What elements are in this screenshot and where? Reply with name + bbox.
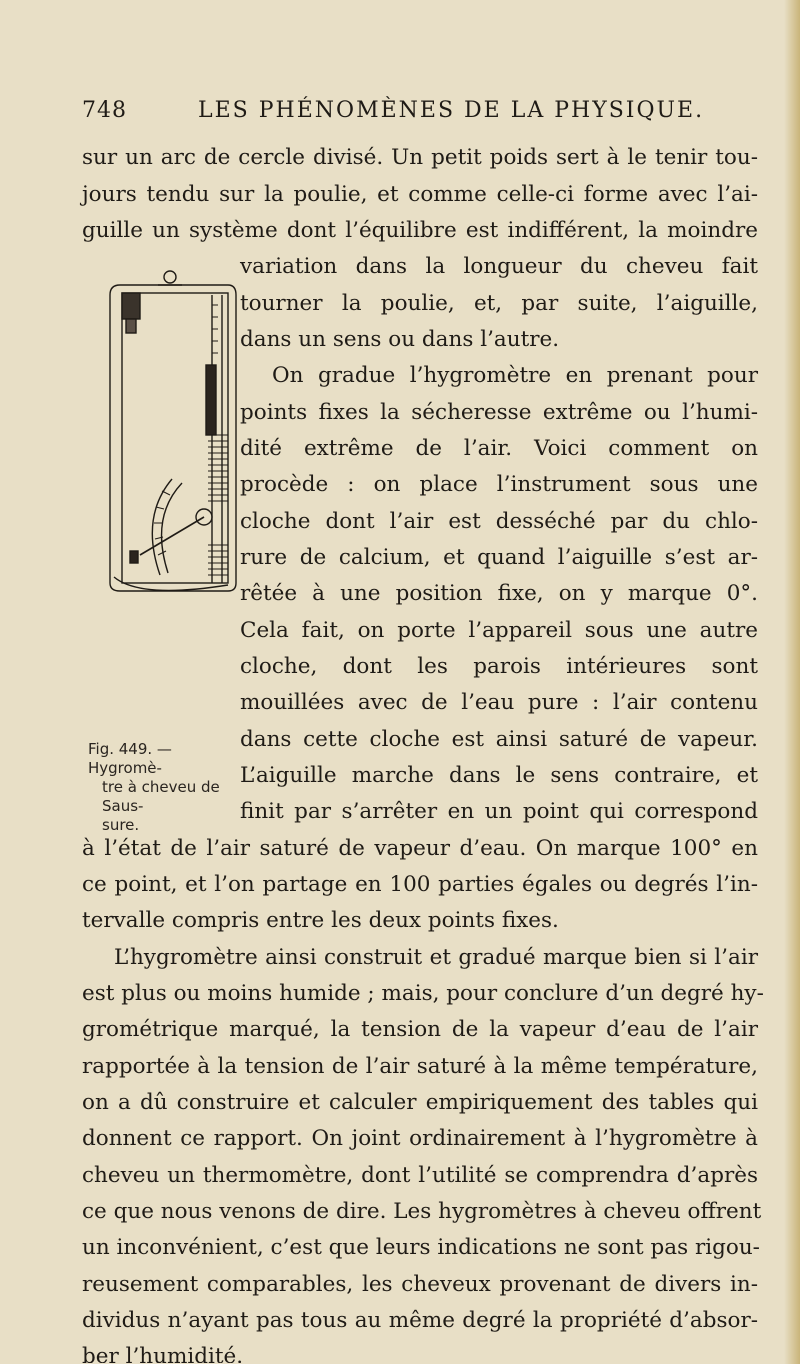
text-line: cheveu un thermomètre, dont l’utilité se comprendra d’après	[82, 1163, 758, 1188]
text-line: reusement comparables, les cheveux provenant de divers in-	[82, 1272, 758, 1297]
caption-line: tre à cheveu de Saus-	[102, 778, 220, 815]
text-line: variation dans la longueur du cheveu fait	[240, 254, 758, 279]
text-line: est plus ou moins humide ; mais, pour conclure d’un degré hy-	[82, 981, 764, 1006]
text-line: tourner la poulie, et, par suite, l’aiguille,	[240, 291, 758, 316]
text-line: Cela fait, on porte l’appareil sous une autre	[240, 618, 758, 643]
text-line: ce que nous venons de dire. Les hygromètres à cheveu offrent	[82, 1199, 762, 1224]
text-line: L’hygromètre ainsi construit et gradué marque bien si l’air	[114, 945, 758, 970]
text-line: rapportée à la tension de l’air saturé à la même température,	[82, 1054, 758, 1079]
page-header	[82, 98, 722, 128]
text-line: mouillées avec de l’eau pure : l’air contenu	[240, 690, 758, 715]
text-line: rêtée à une position fixe, on y marque 0°.	[240, 581, 758, 606]
text-line: tervalle compris entre les deux points fixes.	[82, 908, 559, 933]
text-line: dans un sens ou dans l’autre.	[240, 327, 560, 352]
text-line: points fixes la sécheresse extrême ou l’humi-	[240, 400, 758, 425]
text-line: ber l’humidité.	[82, 1344, 244, 1363]
text-line: un inconvénient, c’est que leurs indications ne sont pas rigou-	[82, 1235, 760, 1260]
page-edge	[784, 0, 800, 1364]
text-line: sur un arc de cercle divisé. Un petit poids sert à le tenir tou-	[82, 145, 758, 170]
text-line: procède : on place l’instrument sous une	[240, 472, 758, 497]
hygrometer-icon	[100, 255, 242, 595]
text-line: cloche, dont les parois intérieures sont	[240, 654, 758, 679]
caption-line: Fig. 449. — Hygromè-	[88, 740, 172, 777]
text-line: on a dû construire et calculer empiriquement des tables qui	[82, 1090, 758, 1115]
text-line: L’aiguille marche dans le sens contraire, et	[240, 763, 758, 788]
text-line: jours tendu sur la poulie, et comme celle-ci forme avec l’ai-	[82, 182, 758, 207]
page-number: 748	[82, 98, 127, 123]
text-line: rure de calcium, et quand l’aiguille s’est ar-	[240, 545, 758, 570]
text-line: finit par s’arrêter en un point qui correspond	[240, 799, 758, 824]
text-line: grométrique marqué, la tension de la vapeur d’eau de l’air	[82, 1017, 758, 1042]
text-line: cloche dont l’air est desséché par du chlo-	[240, 509, 758, 534]
text-line: dans cette cloche est ainsi saturé de vapeur.	[240, 727, 758, 752]
figure-caption	[88, 740, 248, 835]
caption-line: sure.	[102, 816, 140, 834]
text-line: dividus n’ayant pas tous au même degré la propriété d’absor-	[82, 1308, 758, 1333]
text-line: à l’état de l’air saturé de vapeur d’eau. On marque 100° en	[82, 836, 758, 861]
text-line: On gradue l’hygromètre en prenant pour	[272, 363, 758, 388]
text-line: donnent ce rapport. On joint ordinairement à l’hygromètre à	[82, 1126, 758, 1151]
running-title: LES PHÉNOMÈNES DE LA PHYSIQUE.	[198, 98, 705, 123]
text-line: guille un système dont l’équilibre est indifférent, la moindre	[82, 218, 758, 243]
text-line: dité extrême de l’air. Voici comment on	[240, 436, 758, 461]
hygrometer-figure	[100, 255, 242, 595]
text-line: ce point, et l’on partage en 100 parties égales ou degrés l’in-	[82, 872, 758, 897]
